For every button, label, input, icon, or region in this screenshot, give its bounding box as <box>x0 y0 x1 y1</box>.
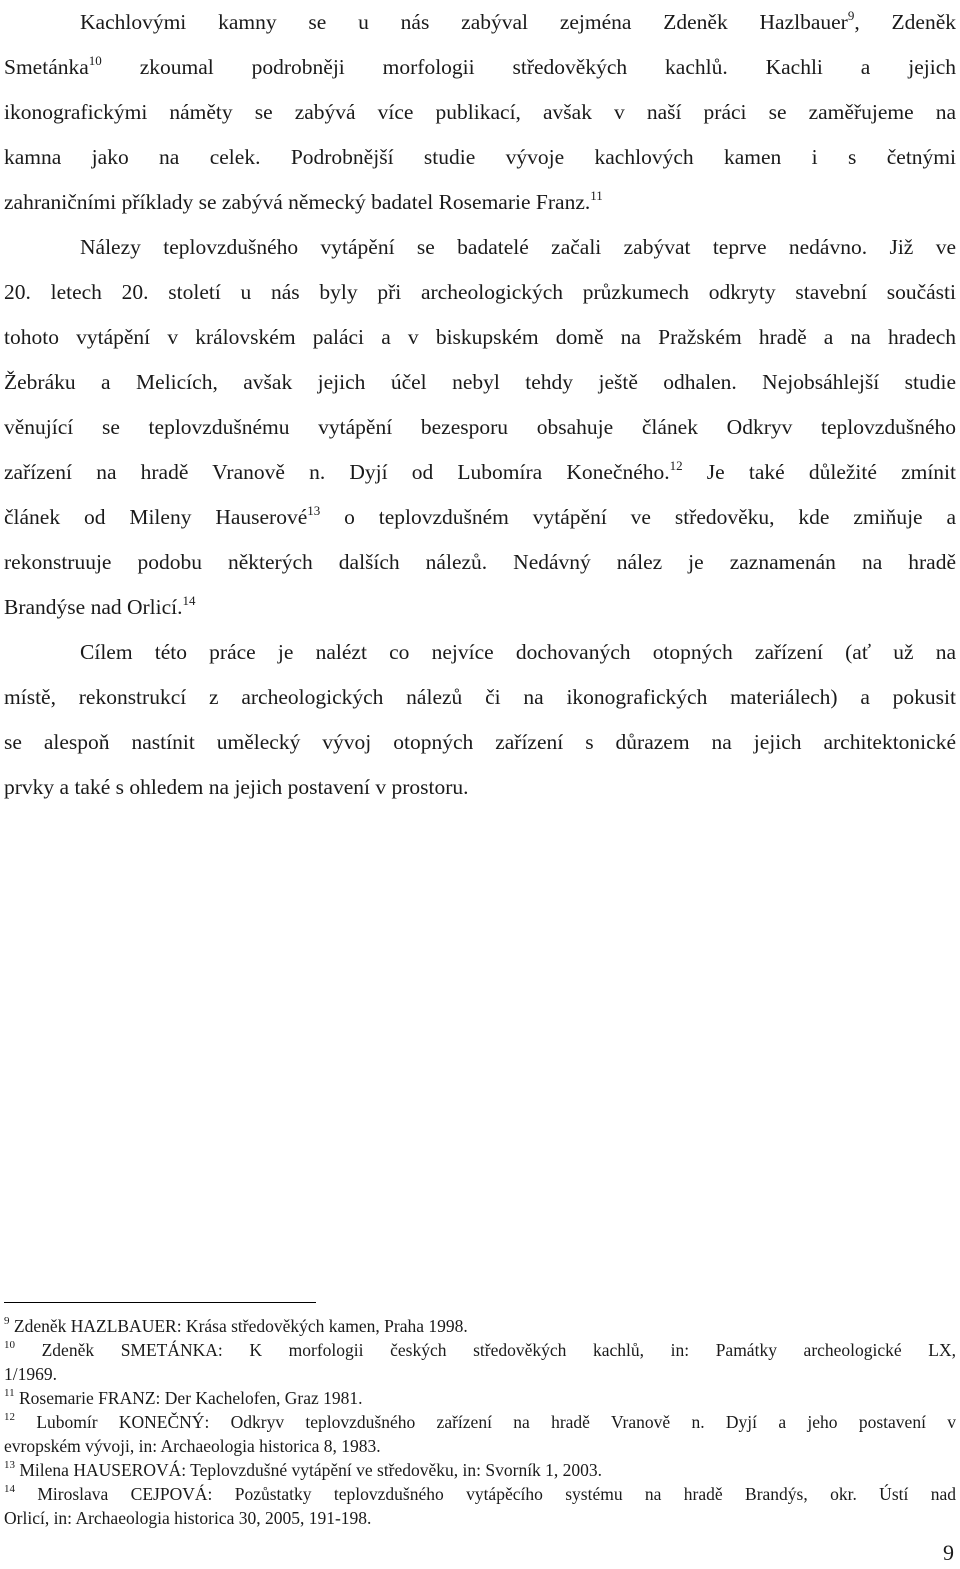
footnote-ref[interactable]: 13 <box>307 503 321 518</box>
footnotes <box>4 1314 956 1530</box>
footnote <box>4 1482 956 1506</box>
text-line: prvky a také s ohledem na jejich postavení v prostoru. <box>4 775 469 799</box>
line-text: Kachlovými kamny se u nás zabýval zejména Zdeněk Hazlbauer <box>80 10 848 34</box>
footnote-number: 11 <box>4 1387 15 1399</box>
line-text: o teplovzdušném vytápění ve středověku, kde zmiňuje a <box>320 505 956 529</box>
line-text: článek od Mileny Hauserové <box>4 505 308 529</box>
text-line: kamna jako na celek. Podrobnější studie vývoje kachlových kamen i s četnými <box>4 145 956 169</box>
text-line: Žebráku a Melicích, avšak jejich účel nebyl tehdy ještě odhalen. Nejobsáhlejší studie <box>4 370 956 394</box>
footnote-ref[interactable]: 11 <box>590 188 603 203</box>
footnote-ref[interactable]: 10 <box>88 53 102 68</box>
text-line: Nálezy teplovzdušného vytápění se badatelé začali zabývat teprve nedávno. Již ve <box>80 235 956 259</box>
footnote-text: Miroslava CEJPOVÁ: Pozůstatky teplovzdušného vytápěcího systému na hradě Brandýs, okr. Ústí nad <box>37 1484 956 1504</box>
text-line <box>4 45 956 90</box>
line-text: zkoumal podrobněji morfologii středověkých kachlů. Kachli a jejich <box>101 55 956 79</box>
footnote-number: 10 <box>4 1339 15 1351</box>
footnote-text: Rosemarie FRANZ: Der Kachelofen, Graz 1981. <box>18 1388 363 1408</box>
text-line: se alespoň nastínit umělecký vývoj otopných zařízení s důrazem na jejich architektonické <box>4 730 956 754</box>
text-line <box>4 585 956 630</box>
page-number: 9 <box>943 1540 954 1565</box>
footnote-ref[interactable]: 9 <box>847 8 855 23</box>
text-line: tohoto vytápění v královském paláci a v biskupském domě na Pražském hradě a na hradech <box>4 325 956 349</box>
line-text: Smetánka <box>4 55 89 79</box>
footnote-ref[interactable]: 12 <box>669 458 683 473</box>
text-line: Cílem této práce je nalézt co nejvíce dochovaných otopných zařízení (ať už na <box>80 640 956 664</box>
text-line: věnující se teplovzdušnému vytápění bezesporu obsahuje článek Odkryv teplovzdušného <box>4 415 956 439</box>
footnote <box>4 1314 956 1338</box>
line-text: Brandýse nad Orlicí. <box>4 595 183 619</box>
footnote-text: Milena HAUSEROVÁ: Teplovzdušné vytápění ve středověku, in: Svorník 1, 2003. <box>19 1460 603 1480</box>
text-line <box>4 495 956 540</box>
footnote <box>4 1338 956 1362</box>
text-line: místě, rekonstrukcí z archeologických nálezů či na ikonografických materiálech) a pokusit <box>4 685 956 709</box>
footnote-continuation: Orlicí, in: Archaeologia historica 30, 2005, 191-198. <box>4 1508 372 1528</box>
line-text: Je také důležité zmínit <box>682 460 956 484</box>
footnote-number: 9 <box>4 1315 10 1327</box>
line-text: zařízení na hradě Vranově n. Dyjí od Lubomíra Konečného. <box>4 460 670 484</box>
line-text: zahraničními příklady se zabývá německý badatel Rosemarie Franz. <box>4 190 591 214</box>
line-text: , Zdeněk <box>854 10 956 34</box>
text-line <box>4 0 956 45</box>
footnote-text: Zdeněk SMETÁNKA: K morfologii českých středověkých kachlů, in: Památky archeologické LX, <box>41 1340 956 1360</box>
text-line: rekonstruuje podobu některých dalších nálezů. Nedávný nález je zaznamenán na hradě <box>4 550 956 574</box>
footnote <box>4 1410 956 1434</box>
footnote-separator <box>4 1302 316 1303</box>
footnote-continuation: evropském vývoji, in: Archaeologia historica 8, 1983. <box>4 1436 381 1456</box>
footnote-number: 13 <box>4 1459 15 1471</box>
footnote-number: 12 <box>4 1411 15 1423</box>
text-line <box>4 450 956 495</box>
footnote <box>4 1458 956 1482</box>
footnote <box>4 1386 956 1410</box>
text-line: ikonografickými náměty se zabývá více publikací, avšak v naší práci se zaměřujeme na <box>4 100 956 124</box>
footnote-text: Zdeněk HAZLBAUER: Krása středověkých kamen, Praha 1998. <box>13 1316 468 1336</box>
body-text <box>4 0 956 810</box>
footnote-continuation: 1/1969. <box>4 1364 57 1384</box>
text-line <box>4 180 956 225</box>
footnote-ref[interactable]: 14 <box>182 593 196 608</box>
text-line: 20. letech 20. století u nás byly při archeologických průzkumech odkryty stavební součásti <box>4 280 956 304</box>
footnote-number: 14 <box>4 1483 15 1495</box>
footnote-text: Lubomír KONEČNÝ: Odkryv teplovzdušného zařízení na hradě Vranově n. Dyjí a jeho postavení v <box>36 1412 956 1432</box>
